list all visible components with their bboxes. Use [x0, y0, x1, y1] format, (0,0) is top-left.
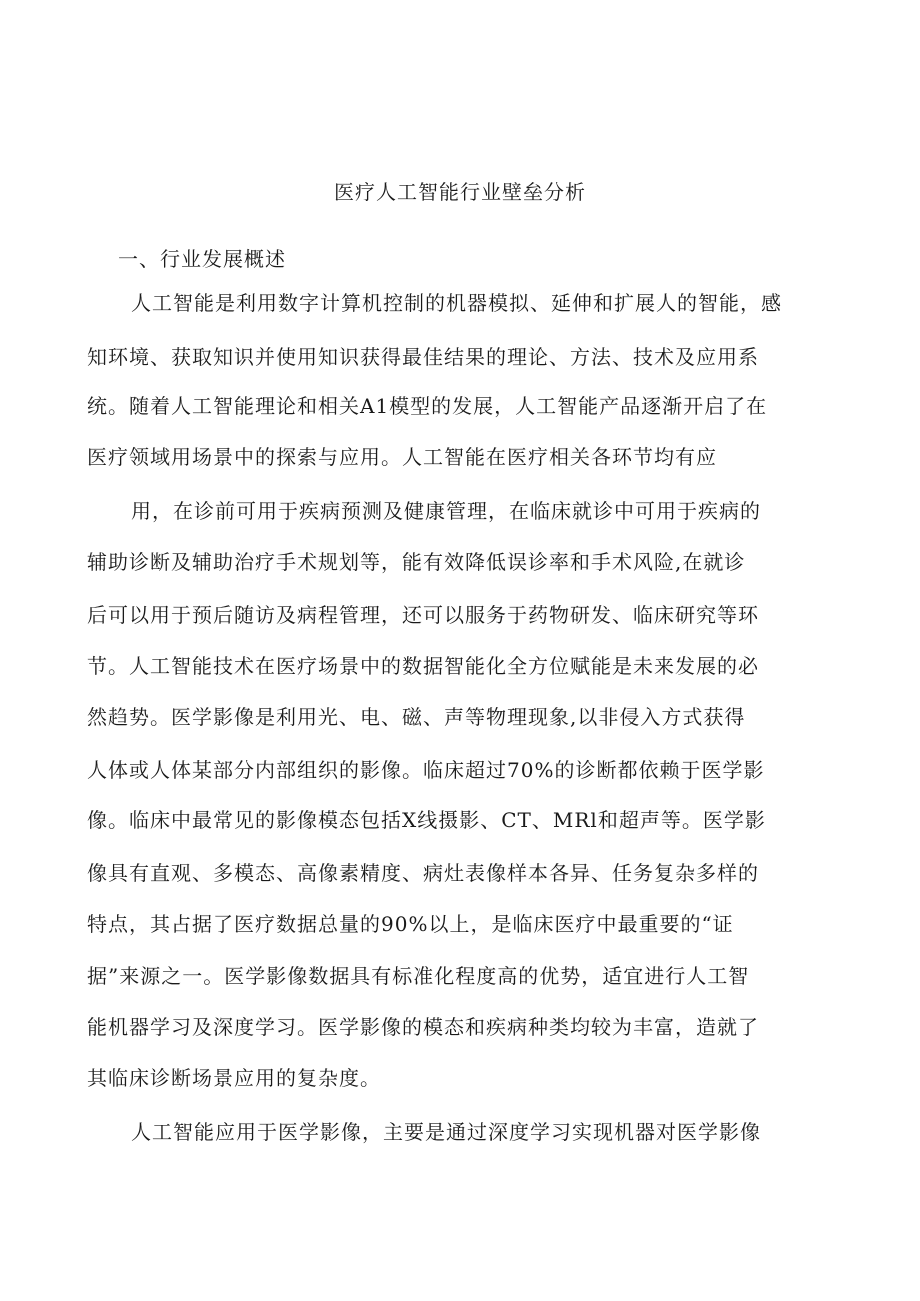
paragraph-line: 然趋势。医学影像是利用光、电、磁、声等物理现象,以非侵入方式获得: [87, 705, 746, 729]
paragraph-line: 人工智能应用于医学影像，主要是通过深度学习实现机器对医学影像: [131, 1120, 761, 1144]
paragraph-line: 人体或人体某部分内部组织的影像。临床超过70%的诊断都依赖于医学影: [87, 758, 765, 782]
paragraph-line: 节。人工智能技术在医疗场景中的数据智能化全方位赋能是未来发展的必: [87, 654, 759, 678]
paragraph-line: 像。临床中最常见的影像模态包括X线摄影、CT、MRl和超声等。医学影: [87, 808, 766, 832]
paragraph-line: 人工智能是利用数字计算机控制的机器模拟、延伸和扩展人的智能，感: [131, 291, 782, 315]
paragraph-line: 像具有直观、多模态、高像素精度、病灶表像样本各异、任务复杂多样的: [87, 861, 759, 885]
paragraph-line: 能机器学习及深度学习。医学影像的模态和疾病种类均较为丰富，造就了: [87, 1015, 759, 1039]
paragraph-line: 知环境、获取知识并使用知识获得最佳结果的理论、方法、技术及应用系: [87, 345, 759, 369]
paragraph-line: 特点，其占据了医疗数据总量的90%以上，是临床医疗中最重要的“证: [87, 912, 734, 936]
paragraph-line: 用，在诊前可用于疾病预测及健康管理，在临床就诊中可用于疾病的: [131, 499, 761, 523]
paragraph-line: 据”来源之一。医学影像数据具有标准化程度高的优势，适宜进行人工智: [87, 964, 750, 988]
section-heading: 一、行业发展概述: [118, 247, 286, 271]
document-title: 医疗人工智能行业壁垒分析: [334, 180, 586, 204]
paragraph-line: 其临床诊断场景应用的复杂度。: [87, 1066, 381, 1090]
paragraph-line: 辅助诊断及辅助治疗手术规划等，能有效降低误诊率和手术风险,在就诊: [87, 550, 746, 574]
paragraph-line: 医疗领域用场景中的探索与应用。人工智能在医疗相关各环节均有应: [87, 445, 717, 469]
paragraph-line: 后可以用于预后随访及病程管理，还可以服务于药物研发、临床研究等环: [87, 603, 759, 627]
paragraph-line: 统。随着人工智能理论和相关A1模型的发展，人工智能产品逐渐开启了在: [87, 394, 768, 418]
